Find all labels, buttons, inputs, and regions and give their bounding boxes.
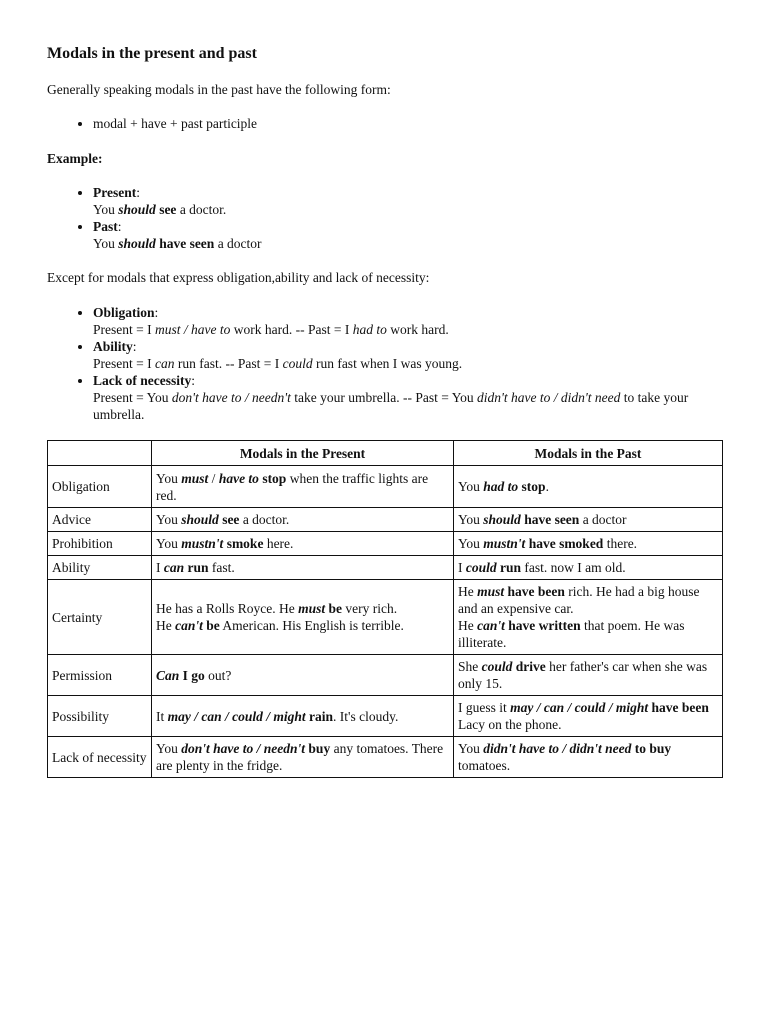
table-row xyxy=(48,696,723,737)
table-header-row xyxy=(48,441,723,466)
present-cell: You don't have to / needn't buy any tomatoes. There are plenty in the fridge. xyxy=(152,737,454,778)
example-list xyxy=(47,184,722,252)
row-label: Advice xyxy=(48,508,152,532)
row-label: Certainty xyxy=(48,580,152,655)
example-present: • Present: You should see a doctor. xyxy=(93,184,722,218)
except-text: Except for modals that express obligation,ability and lack of necessity: xyxy=(47,270,430,285)
present-cell: It may / can / could / might rain. It's cloudy. xyxy=(152,696,454,737)
past-label: Past xyxy=(93,219,118,234)
row-label: Permission xyxy=(48,655,152,696)
form-item: • modal + have + past participle xyxy=(93,115,722,132)
present-cell: Can I go out? xyxy=(152,655,454,696)
row-label: Obligation xyxy=(48,466,152,508)
table-row xyxy=(48,556,723,580)
table-row xyxy=(48,580,723,655)
present-label: Present xyxy=(93,185,137,200)
table-header-empty xyxy=(48,441,152,466)
row-label: Ability xyxy=(48,556,152,580)
past-cell: I could run fast. now I am old. xyxy=(454,556,723,580)
past-cell: You should have seen a doctor xyxy=(454,508,723,532)
past-cell: You mustn't have smoked there. xyxy=(454,532,723,556)
table-row xyxy=(48,655,723,696)
row-label: Possibility xyxy=(48,696,152,737)
past-cell: You didn't have to / didn't need to buy tomatoes. xyxy=(454,737,723,778)
present-cell: You mustn't smoke here. xyxy=(152,532,454,556)
table-header-present: Modals in the Present xyxy=(152,441,454,466)
modals-table xyxy=(47,440,723,778)
page-title: Modals in the present and past xyxy=(47,45,257,62)
present-cell: I can run fast. xyxy=(152,556,454,580)
past-cell: You had to stop. xyxy=(454,466,723,508)
present-cell: He has a Rolls Royce. He must be very rich. He can't be American. His English is terrible. xyxy=(152,580,454,655)
table-row xyxy=(48,532,723,556)
form-list xyxy=(47,115,722,132)
table-row xyxy=(48,737,723,778)
table-header-past: Modals in the Past xyxy=(454,441,723,466)
row-label: Lack of necessity xyxy=(48,737,152,778)
except-obligation: • Obligation: Present = I must / have to work hard. -- Past = I had to work hard. xyxy=(93,304,722,338)
row-label: Prohibition xyxy=(48,532,152,556)
except-ability: • Ability: Present = I can run fast. -- Past = I could run fast when I was young. xyxy=(93,338,722,372)
past-cell: He must have been rich. He had a big house and an expensive car. He can't have written that poem. He was illiterate. xyxy=(454,580,723,655)
except-list xyxy=(47,304,722,423)
present-cell: You must / have to stop when the traffic lights are red. xyxy=(152,466,454,508)
table-row xyxy=(48,466,723,508)
example-label: Example: xyxy=(47,151,103,166)
intro-text: Generally speaking modals in the past have the following form: xyxy=(47,82,391,97)
example-past: • Past: You should have seen a doctor xyxy=(93,218,722,252)
past-cell: I guess it may / can / could / might have been Lacy on the phone. xyxy=(454,696,723,737)
except-lack: • Lack of necessity: Present = You don't have to / needn't take your umbrella. -- Past = You didn't have to / didn't need to take your umbrella. xyxy=(93,372,722,423)
table-row xyxy=(48,508,723,532)
past-cell: She could drive her father's car when she was only 15. xyxy=(454,655,723,696)
present-cell: You should see a doctor. xyxy=(152,508,454,532)
